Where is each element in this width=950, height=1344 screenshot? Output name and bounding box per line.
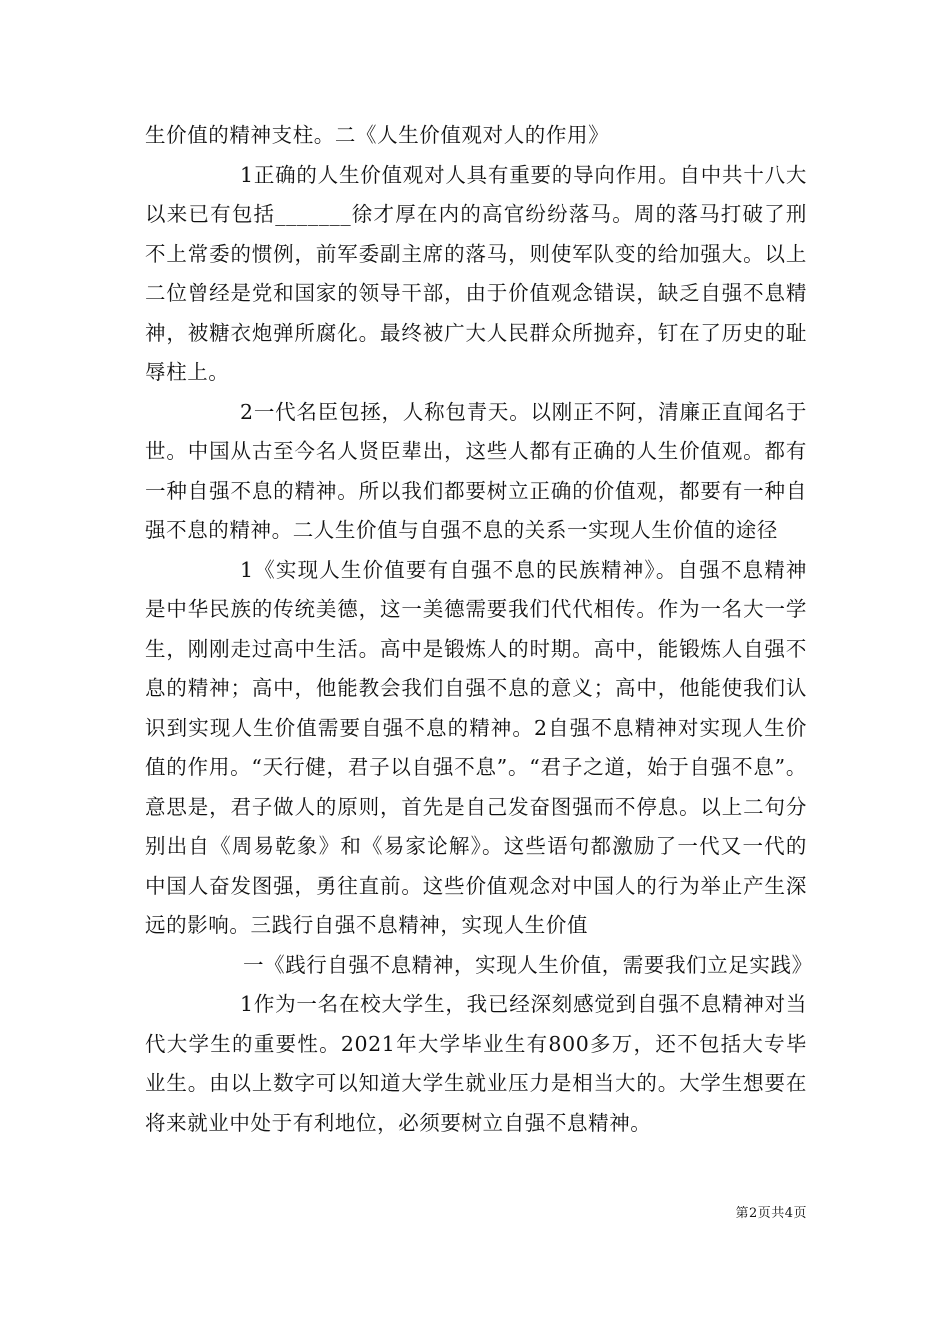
paragraph-3: 2一代名臣包拯，人称包青天。以刚正不阿，清廉正直闻名于世。中国从古至今名人贤臣辈出，这些人都有正确的人生价值观。都有一种自强不息的精神。所以我们都要树立正确的价值观，都要有一种自强不息的精神。二人生价值与自强不息的关系一实现人生价值的途径 bbox=[145, 399, 807, 542]
document-body bbox=[145, 116, 813, 1143]
paragraph-1: 生价值的精神支柱。二《人生价值观对人的作用》 bbox=[145, 123, 610, 147]
paragraph-5: 一《践行自强不息精神，实现人生价值，需要我们立足实践》 bbox=[243, 952, 813, 977]
page-number: 第2页共4页 bbox=[735, 1206, 807, 1221]
paragraph-6: 1作为一名在校大学生，我已经深刻感觉到自强不息精神对当代大学生的重要性。2021年大学毕业生有800多万，还不包括大专毕业生。由以上数字可以知道大学生就业压力是相当大的。大学生想要在将来就业中处于有利地位，必须要树立自强不息精神。 bbox=[145, 992, 807, 1135]
paragraph-4: 1《实现人生价值要有自强不息的民族精神》。自强不息精神是中华民族的传统美德，这一美德需要我们代代相传。作为一名大一学生，刚刚走过高中生活。高中是锻炼人的时期。高中，能锻炼人自强不息的精神；高中，他能教会我们自强不息的意义；高中，他能使我们认识到实现人生价值需要自强不息的精神。2自强不息精神对实现人生价值的作用。“天行健，君子以自强不息”。“君子之道，始于自强不息”。意思是，君子做人的原则，首先是自己发奋图强而不停息。以上二句分别出自《周易乾象》和《易家论解》。这些语句都激励了一代又一代的中国人奋发图强，勇往直前。这些价值观念对中国人的行为举止产生深远的影响。三践行自强不息精神，实现人生价值 bbox=[145, 557, 807, 937]
paragraph-2: 1正确的人生价值观对人具有重要的导向作用。自中共十八大以来已有包括_______徐才厚在内的高官纷纷落马。周的落马打破了刑不上常委的惯例，前军委副主席的落马，则使军队变的给加强大。以上二位曾经是党和国家的领导干部，由于价值观念错误，缺乏自强不息精神，被糖衣炮弹所腐化。最终被广大人民群众所抛弃，钉在了历史的耻辱柱上。 bbox=[145, 162, 807, 384]
